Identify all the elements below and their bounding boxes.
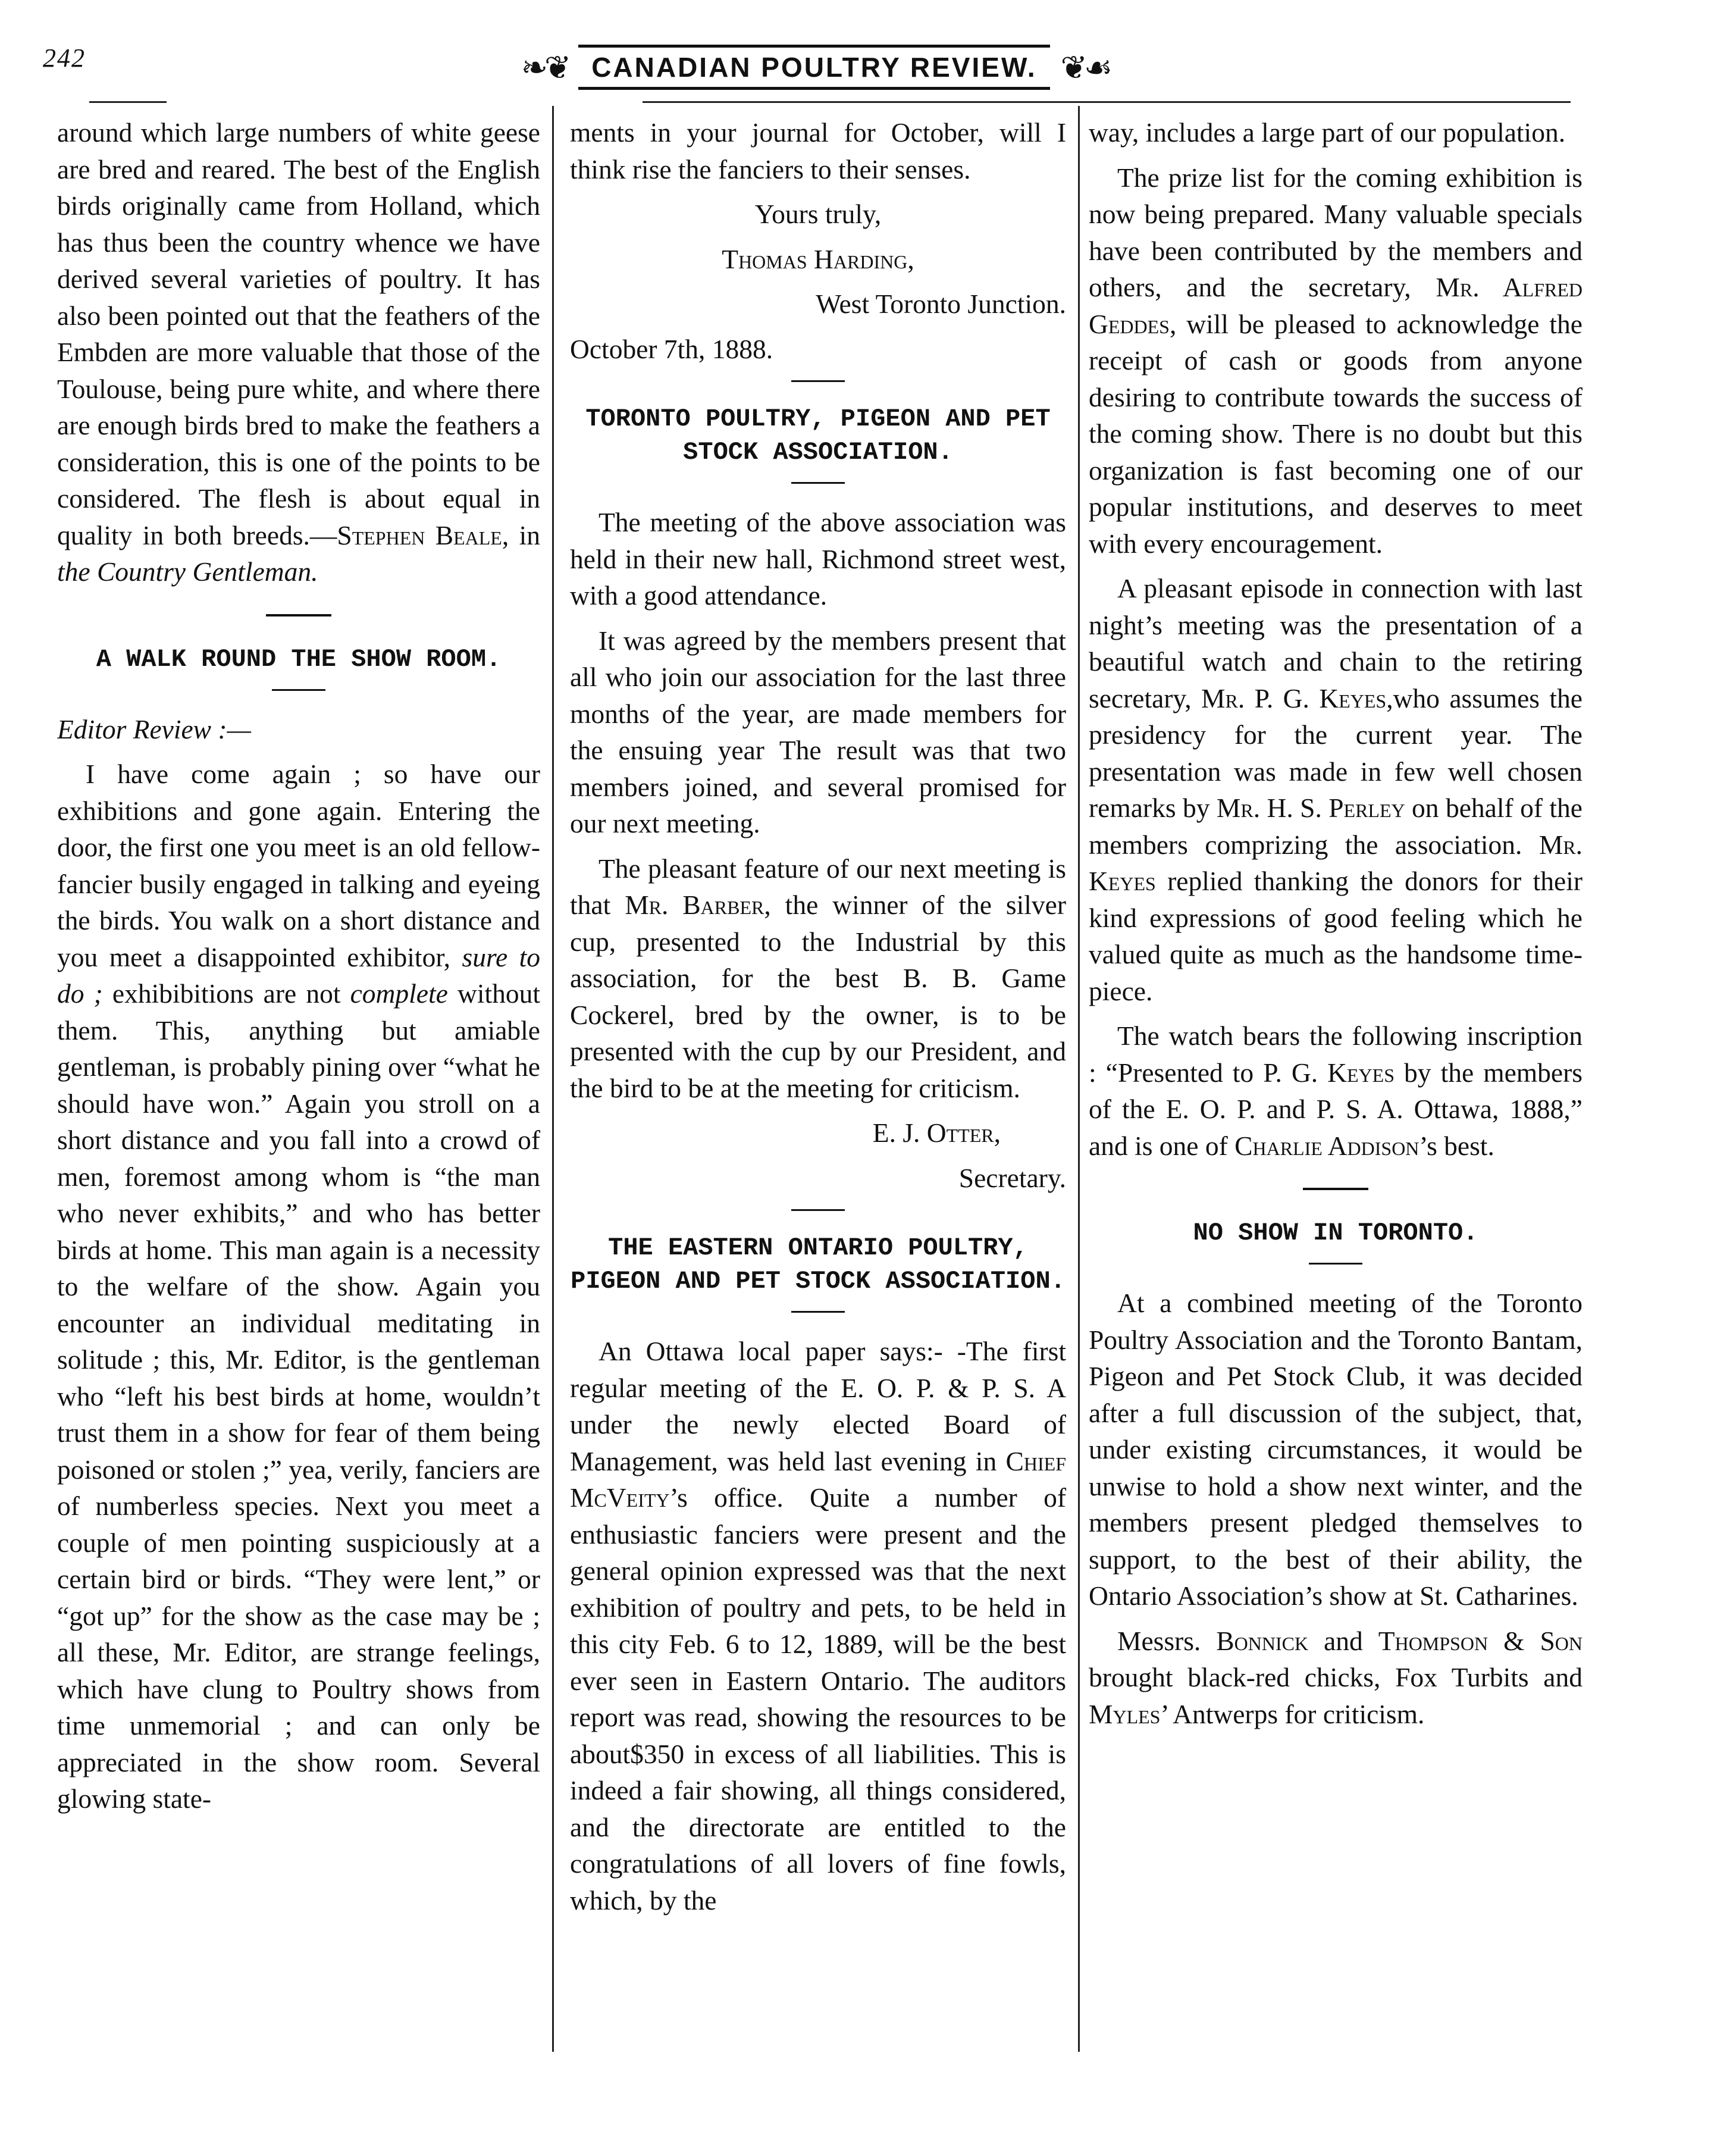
article-paragraph: way, includes a large part of our population.	[1089, 117, 1566, 148]
top-rule-left	[89, 101, 167, 103]
letter-place: West Toronto Junction.	[816, 289, 1066, 319]
article-heading: NO SHOW IN TORONTO.	[1193, 1219, 1478, 1247]
signature-title: Secretary.	[958, 1162, 1066, 1193]
letter-date: October 7th, 1888.	[570, 333, 773, 364]
article-paragraph: At a combined meeting of the Toronto Poultry Association and the Toronto Bantam, Pigeon and Pet Stock Club, it was decided after a full discussion of the subject, that, under existing circumstances, it would be unwise to hold a show next winter, and the members present pledged themselves to support, to the best of their ability, the Ontario Association’s show at St. Catharines.	[1089, 1288, 1583, 1611]
column-divider-1	[552, 106, 554, 2052]
letter-signer: Thomas Harding,	[722, 243, 914, 274]
section-divider	[1303, 1188, 1368, 1190]
article-paragraph: The watch bears the following inscription : “Presented to P. G. Keyes by the members of the E. O. P. and P. S. A. Ottawa, 1888,” and is one of Charlie Addison’s best.	[1089, 1021, 1583, 1161]
article-paragraph: The prize list for the coming exhibition is now being prepared. Many valuable specials have been contributed by the members and others, and the secretary, Mr. Alfred Geddes, will be pleased to acknowledge the receipt of cash or goods from anyone desiring to contribute towards the success of the coming show. There is no doubt but this organization is fast becoming one of our popular institutions, and deserves to meet with every encouragement.	[1089, 162, 1583, 559]
top-rule-right	[643, 101, 1571, 103]
column-2	[570, 114, 1066, 2048]
heading-divider	[272, 689, 325, 691]
section-divider	[266, 614, 331, 616]
article-paragraph: The pleasant feature of our next meeting is that Mr. Barber, the winner of the silver cup, presented to the Industrial by this association, for the best B. B. Game Cockerel, bred by the owner, is to be presented with the cup by our President, and the bird to be at the meeting for criticism.	[570, 853, 1066, 1103]
masthead	[512, 35, 1118, 100]
letter-closing: Yours truly,	[754, 199, 882, 229]
article-paragraph: Messrs. Bonnick and Thompson & Son brought black-red chicks, Fox Turbits and Myles’ Antwerps for criticism.	[1089, 1625, 1583, 1729]
heading-divider	[791, 1311, 845, 1313]
article-heading: TORONTO POULTRY, PIGEON AND PET STOCK ASSOCIATION.	[585, 405, 1051, 467]
heading-divider	[1309, 1263, 1362, 1265]
section-divider	[791, 1209, 845, 1211]
article-paragraph: around which large numbers of white geese are bred and reared. The best of the English birds originally came from Holland, which has thus been the country whence we have derived several varieties of poultry. It has also been pointed out that the feathers of the Embden are more valuable that those of the Toulouse, being pure white, and where there are enough birds bred to make the feathers a consideration, this is one of the points to be considered. The flesh is about equal in quality in both breeds.—Stephen Beale, in the Country Gentleman.	[57, 117, 540, 587]
signature-name: E. J. Otter,	[872, 1118, 1001, 1148]
ornament-left-icon: ❧❦	[521, 49, 568, 86]
article-paragraph: It was agreed by the members present that all who join our association for the last three months of the year, are made members for the ensuing year The result was that two members joined, and several promised for our next meeting.	[570, 625, 1066, 838]
article-heading: THE EASTERN ONTARIO POULTRY, PIGEON AND PET STOCK ASSOCIATION.	[571, 1234, 1066, 1295]
ornament-right-icon: ❦☙	[1060, 49, 1110, 86]
article-paragraph: An Ottawa local paper says:- -The first regular meeting of the E. O. P. & P. S. A under the newly elected Board of Management, was held last evening in Chief McVeity’s office. Quite a number of enthusiastic fanciers were present and the general opinion expressed was that the next exhibition of poultry and pets, to be held in this city Feb. 6 to 12, 1889, will be the best ever seen in Eastern Ontario. The auditors report was read, showing the resources to be about$350 in excess of all liabilities. This is indeed a fair showing, all things considered, and the directorate are entitled to the congratulations of all lovers of fine fowls, which, by the	[570, 1336, 1066, 1916]
heading-divider	[791, 482, 845, 484]
article-paragraph: The meeting of the above association was held in their new hall, Richmond street west, with a good attendance.	[570, 507, 1066, 611]
article-paragraph: I have come again ; so have our exhibitions and gone again. Entering the door, the first one you meet is an old fellow-fancier busily engaged in talking and eyeing the birds. You walk on a short distance and you meet a disappointed exhibitor, sure to do ; exhibibitions are not complete without them. This, anything but amiable gentleman, is probably pining over “what he should have won.” Again you stroll on a short distance and you fall into a crowd of men, foremost among whom is “the man who never exhibits,” and who has better birds at home. This man again is a necessity to the welfare of the show. Again you encounter an individual meditating in solitude ; this, Mr. Editor, is the gentleman who “left his best birds at home, wouldn’t trust them in a show for fear of them being poisoned or stolen ;” yea, verily, fanciers are of numberless species. Next you meet a couple of men pointing suspiciously at a certain bird or birds. “They were lent,” or “got up” for the show as the case may be ; all these, Mr. Editor, are strange feelings, which have clung to Poultry shows from time unmemorial ; and can only be appreciated in the show room. Several glowing state-	[57, 759, 540, 1814]
column-divider-2	[1078, 106, 1080, 2052]
section-divider	[791, 380, 845, 382]
article-paragraph: ments in your journal for October, will I think rise the fanciers to their senses.	[570, 117, 1066, 184]
column-3	[1089, 114, 1583, 2048]
column-1	[57, 114, 540, 2048]
journal-title: CANADIAN POULTRY REVIEW.	[578, 45, 1049, 90]
article-heading: A WALK ROUND THE SHOW ROOM.	[96, 644, 502, 674]
salutation: Editor Review :—	[57, 713, 252, 744]
article-paragraph: A pleasant episode in connection with last night’s meeting was the presentation of a beautiful watch and chain to the retiring secretary, Mr. P. G. Keyes,who assumes the presidency for the current year. The presentation was made in few well chosen remarks by Mr. H. S. Perley on behalf of the members comprizing the association. Mr. Keyes replied thanking the donors for their kind expressions of good feeling which he valued quite as much as the handsome time-piece.	[1089, 573, 1583, 1006]
page-number: 242	[43, 43, 86, 73]
